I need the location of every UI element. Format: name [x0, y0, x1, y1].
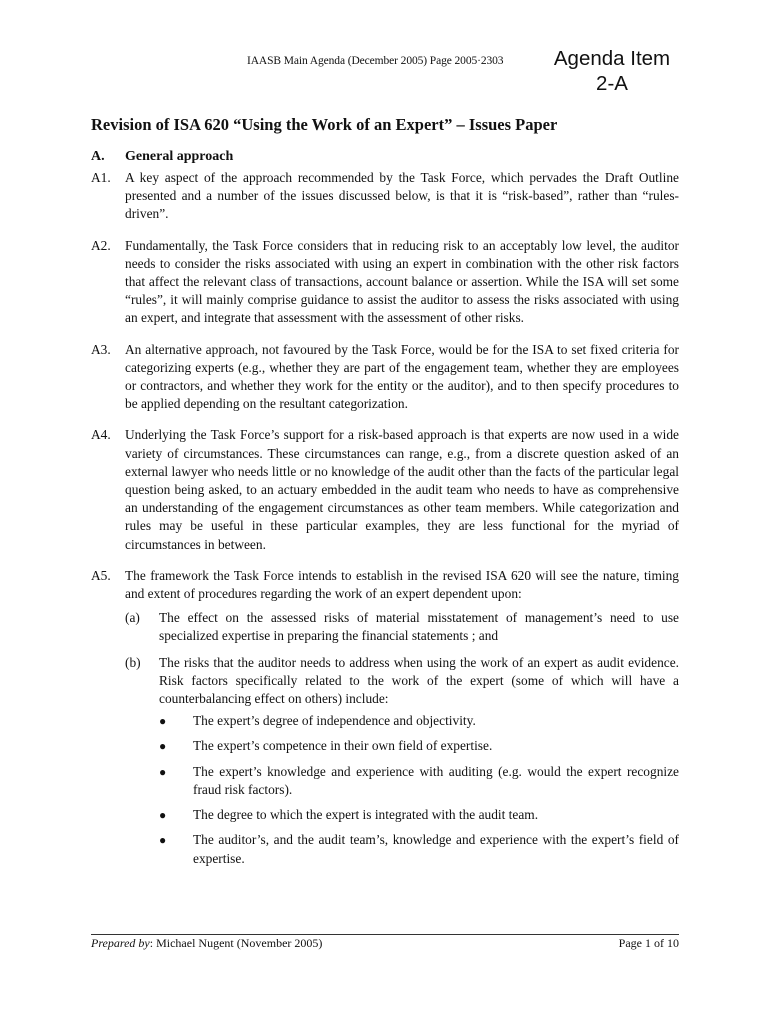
bullet-icon: ●: [159, 714, 167, 729]
bullet-icon: ●: [159, 739, 167, 754]
paragraph-a1: [91, 169, 679, 224]
subitem-b: [125, 654, 679, 875]
paragraph-text: Underlying the Task Force’s support for a risk-based approach is that experts are now used in a wide variety of circumstances. These circumstances can range, e.g., from a discrete question asked of an external lawyer who needs little or no knowledge of the audit other than the facts of the particular legal question being asked, to an actuary embedded in the audit team who needs to have as comprehensive an understanding of the engagement circumstances as other team members. While categorization and rules may be useful in these particular examples, they are less functional for the myriad of circumstances in between.: [125, 427, 679, 552]
page-number: Page 1 of 10: [618, 936, 679, 950]
paragraph-number: A4.: [91, 427, 111, 443]
list-item: [159, 806, 679, 824]
header-meta: IAASB Main Agenda (December 2005) Page 2005·2303: [247, 55, 504, 67]
list-item: [159, 712, 679, 730]
footer-row: [91, 936, 679, 951]
subitem-body: [159, 654, 679, 875]
list-item-text: The expert’s competence in their own field of expertise.: [193, 738, 493, 754]
paragraph-a2: [91, 237, 679, 328]
list-item-text: The degree to which the expert is integrated with the audit team.: [193, 807, 539, 823]
prepared-by-value: : Michael Nugent (November 2005): [149, 936, 323, 950]
list-item-text: The expert’s knowledge and experience with auditing (e.g. would the expert recognize fraud risk factors).: [193, 763, 679, 797]
prepared-by-label: Prepared by: [91, 936, 150, 950]
paragraph-number: A2.: [91, 237, 111, 253]
bullet-icon: ●: [159, 808, 167, 823]
paragraph-a3: [91, 341, 679, 414]
paragraph-number: A5.: [91, 567, 111, 583]
section-title: General approach: [125, 149, 234, 164]
subitem-text: The risks that the auditor needs to address when using the work of an expert as audit evidence. Risk factors specifically related to the work of the expert (some of which will have a counterbalancing effect on others) include:: [159, 654, 679, 707]
list-item-text: The expert’s degree of independence and objectivity.: [193, 713, 476, 729]
subitem-label: (b): [125, 654, 141, 670]
prepared-by: [91, 936, 322, 951]
list-item: [159, 763, 679, 799]
paragraph-text: Fundamentally, the Task Force considers that in reducing risk to an acceptably low level, the auditor needs to consider the risks associated with using an expert in combination with the other risk factors that affect the relevant class of transactions, account balance or assertion. While the ISA will set some “rules”, it will mainly comprise guidance to assist the auditor to assess the risks associated with using an expert, and integrate that assessment with the assessment of other risks.: [125, 237, 679, 326]
section-heading: [91, 148, 679, 166]
list-item: [159, 831, 679, 867]
paragraph-a4: [91, 426, 679, 553]
paragraph-text: The framework the Task Force intends to establish in the revised ISA 620 will see the nature, timing and extent of procedures regarding the work of an expert dependent upon:: [125, 567, 679, 602]
paragraph-text: An alternative approach, not favoured by the Task Force, would be for the ISA to set fixed criteria for categorizing experts (e.g., whether they are part of the engagement team, whether they are employees or contractors, and whether they work for the entity or the auditor), and to then specify procedures to be applied depending on the resultant categorization.: [125, 341, 679, 412]
paragraph-number: A3.: [91, 341, 111, 357]
list-item: [159, 737, 679, 755]
subitem-text: The effect on the assessed risks of material misstatement of management’s need to use specialized expertise in preparing the financial statements ; and: [159, 610, 679, 644]
paragraph-a5: [91, 567, 679, 603]
section-number: A.: [91, 149, 105, 164]
list-item-text: The auditor’s, and the audit team’s, knowledge and experience with the expert’s field of expertise.: [193, 832, 679, 866]
page-header: [0, 46, 768, 106]
bullet-icon: ●: [159, 764, 167, 779]
paragraph-number: A1.: [91, 170, 111, 185]
document-body: [91, 148, 679, 883]
subitem-label: (a): [125, 610, 140, 626]
bullet-icon: ●: [159, 833, 167, 848]
paragraph-text: A key aspect of the approach recommended by the Task Force, which pervades the Draft Outline presented and a number of the issues discussed below, is that it is “risk-based”, rather than “rules-driven”.: [125, 170, 679, 222]
page-footer: [91, 934, 679, 951]
agenda-item-label: [537, 46, 687, 96]
document-title: Revision of ISA 620 “Using the Work of an Expert” – Issues Paper: [91, 115, 558, 134]
agenda-item-line1: Agenda Item: [553, 47, 671, 70]
footer-divider: [91, 934, 679, 935]
agenda-item-line2: 2-A: [596, 72, 628, 95]
subitem-a: [125, 609, 679, 645]
risk-factor-list: [159, 712, 679, 867]
